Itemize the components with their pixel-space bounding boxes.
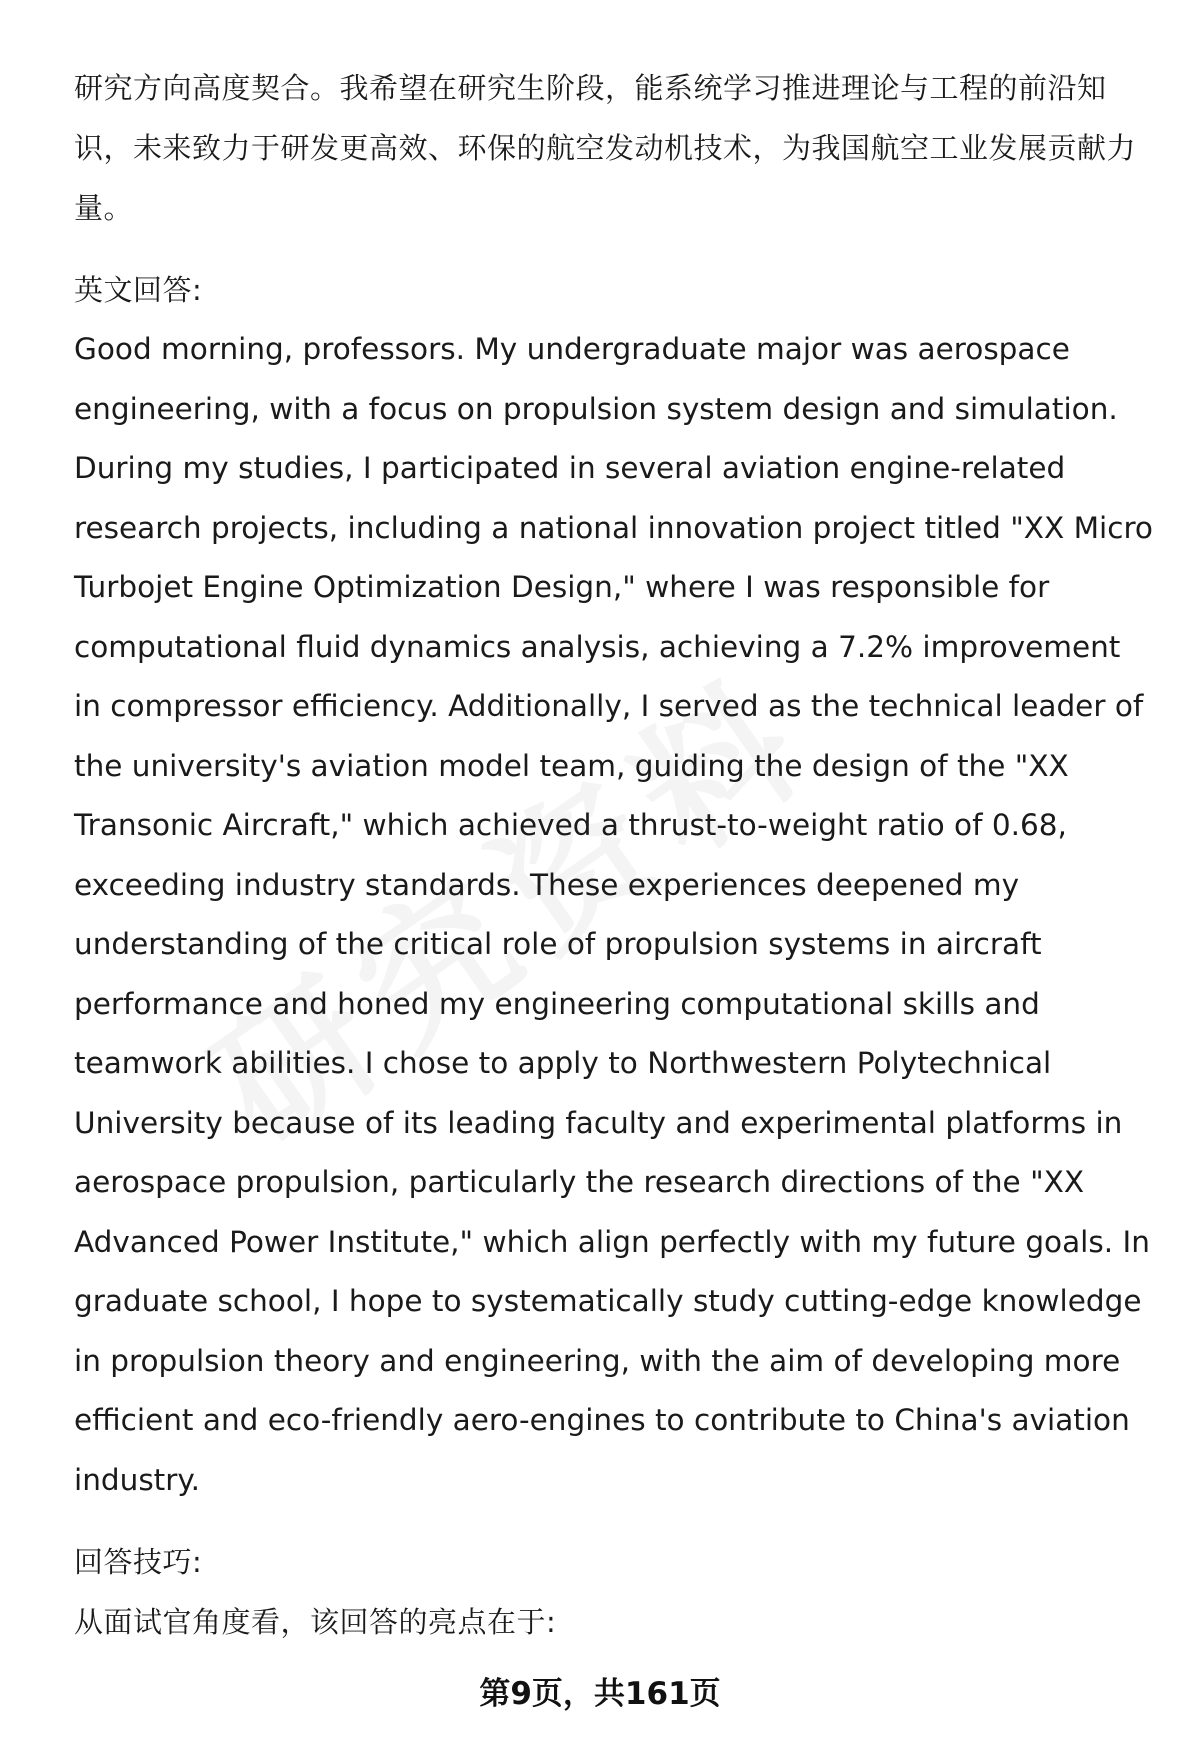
english-answer-paragraph: Good morning, professors. My undergraduate major was aerospace engineering, with a focus on propulsion system design and simulation. During my studies, I participated in several aviation engine-related research projects, including a national innovation project titled "XX Micro Turbojet Engine Optimization Design," where I was responsible for computational fluid dynamics analysis, achieving a 7.2% improvement in compressor efficiency. Additionally, I served as the technical leader of the university's aviation model team, guiding the design of the "XX Transonic Aircraft," which achieved a thrust-to-weight ratio of 0.68, exceeding industry standards. These experiences deepened my understanding of the critical role of propulsion systems in aircraft performance and honed my engineering computational skills and teamwork abilities. I chose to apply to Northwestern Polytechnical University because of its leading faculty and experimental platforms in aerospace propulsion, particularly the research directions of the "XX Advanced Power Institute," which align perfectly with my future goals. In graduate school, I hope to systematically study cutting-edge knowledge in propulsion theory and engineering, with the aim of developing more efficient and eco-friendly aero-engines to contribute to China's aviation industry. [74,332,1153,1497]
tips-heading: 回答技巧: [74,1545,203,1579]
document-body [74,58,1154,1652]
intro-paragraph: 研究方向高度契合。我希望在研究生阶段，能系统学习推进理论与工程的前沿知识，未来致力于研发更高效、环保的航空发动机技术，为我国航空工业发展贡献力量。 [74,71,1137,225]
english-answer-heading: 英文回答: [74,273,203,307]
page-footer: 第9页，共161页 [479,1676,721,1712]
tips-intro: 从面试官角度看，该回答的亮点在于: [74,1605,557,1639]
